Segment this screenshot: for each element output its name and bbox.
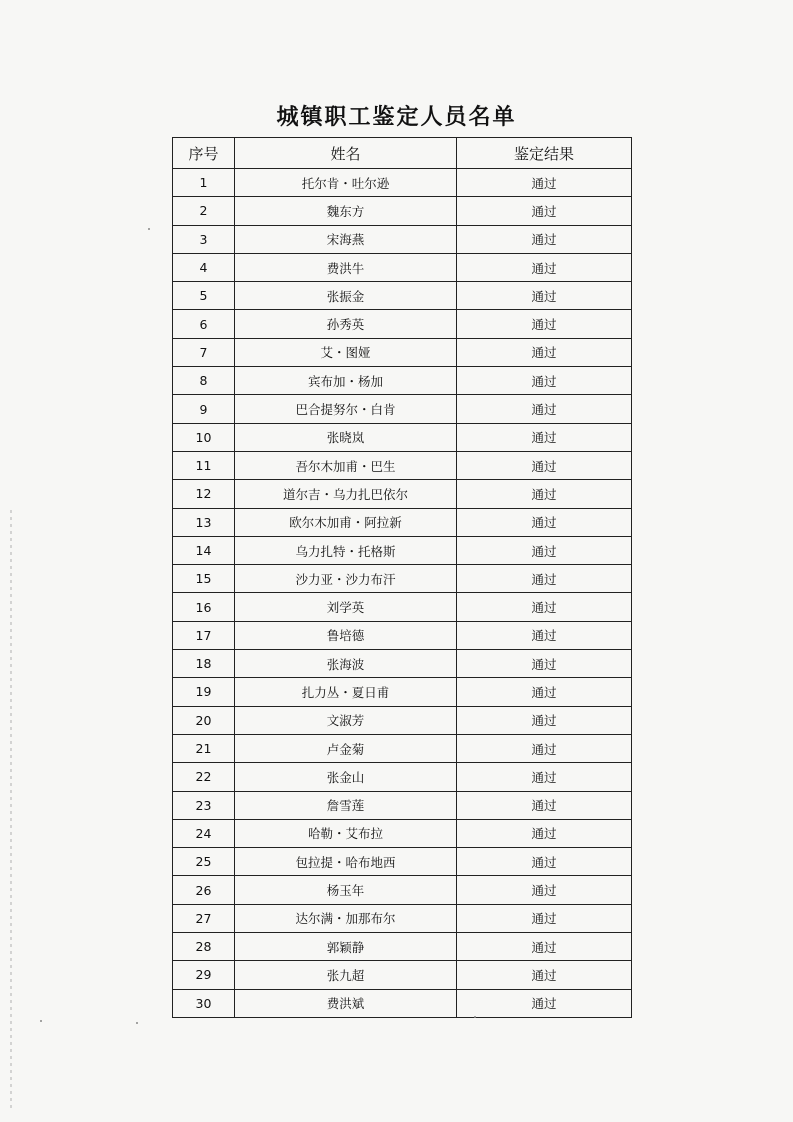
table-row — [173, 451, 632, 479]
person-name: 费洪牛 — [235, 253, 457, 281]
table-header-row — [173, 138, 632, 169]
table-row — [173, 338, 632, 366]
assessment-result: 通过 — [457, 565, 632, 593]
person-name: 巴合提努尔・白肯 — [235, 395, 457, 423]
header-number: 序号 — [173, 138, 235, 169]
assessment-result: 通过 — [457, 763, 632, 791]
person-name: 张振金 — [235, 282, 457, 310]
row-number: 5 — [173, 282, 235, 310]
person-name: 张九超 — [235, 961, 457, 989]
assessment-result: 通过 — [457, 197, 632, 225]
row-number: 25 — [173, 848, 235, 876]
table-row — [173, 508, 632, 536]
assessment-result: 通过 — [457, 395, 632, 423]
table-row — [173, 423, 632, 451]
person-name: 吾尔木加甫・巴生 — [235, 451, 457, 479]
row-number: 29 — [173, 961, 235, 989]
person-name: 哈勒・艾布拉 — [235, 819, 457, 847]
assessment-result: 通过 — [457, 734, 632, 762]
assessment-result: 通过 — [457, 706, 632, 734]
person-name: 张晓岚 — [235, 423, 457, 451]
row-number: 30 — [173, 989, 235, 1017]
person-name: 卢金菊 — [235, 734, 457, 762]
row-number: 8 — [173, 367, 235, 395]
assessment-result: 通过 — [457, 819, 632, 847]
table-row — [173, 650, 632, 678]
row-number: 12 — [173, 480, 235, 508]
scan-speck — [40, 1020, 42, 1022]
row-number: 24 — [173, 819, 235, 847]
row-number: 10 — [173, 423, 235, 451]
assessment-result: 通过 — [457, 933, 632, 961]
person-name: 艾・图娅 — [235, 338, 457, 366]
assessment-result: 通过 — [457, 480, 632, 508]
row-number: 1 — [173, 169, 235, 197]
table-row — [173, 961, 632, 989]
person-name: 道尔吉・乌力扎巴依尔 — [235, 480, 457, 508]
table-row — [173, 734, 632, 762]
page-title: 城镇职工鉴定人员名单 — [276, 104, 517, 130]
assessment-result: 通过 — [457, 848, 632, 876]
assessment-result: 通过 — [457, 650, 632, 678]
row-number: 19 — [173, 678, 235, 706]
person-name: 托尔肯・吐尔逊 — [235, 169, 457, 197]
person-name: 魏东方 — [235, 197, 457, 225]
row-number: 2 — [173, 197, 235, 225]
row-number: 27 — [173, 904, 235, 932]
person-name: 达尔满・加那布尔 — [235, 904, 457, 932]
assessment-result: 通过 — [457, 338, 632, 366]
assessment-result: 通过 — [457, 451, 632, 479]
table-row — [173, 593, 632, 621]
assessment-result: 通过 — [457, 876, 632, 904]
table-row — [173, 933, 632, 961]
assessment-result: 通过 — [457, 282, 632, 310]
row-number: 15 — [173, 565, 235, 593]
header-result: 鉴定结果 — [457, 138, 632, 169]
assessment-result: 通过 — [457, 423, 632, 451]
header-name: 姓名 — [235, 138, 457, 169]
assessment-result: 通过 — [457, 593, 632, 621]
table-row — [173, 678, 632, 706]
row-number: 28 — [173, 933, 235, 961]
scan-speck — [474, 1016, 476, 1018]
assessment-result: 通过 — [457, 621, 632, 649]
person-name: 乌力扎特・托格斯 — [235, 536, 457, 564]
row-number: 26 — [173, 876, 235, 904]
person-name: 孙秀英 — [235, 310, 457, 338]
person-name: 沙力亚・沙力布汗 — [235, 565, 457, 593]
assessment-result: 通过 — [457, 508, 632, 536]
row-number: 11 — [173, 451, 235, 479]
person-name: 包拉提・哈布地西 — [235, 848, 457, 876]
table-row — [173, 876, 632, 904]
assessment-result: 通过 — [457, 536, 632, 564]
row-number: 17 — [173, 621, 235, 649]
person-name: 刘学英 — [235, 593, 457, 621]
table-row — [173, 848, 632, 876]
table-row — [173, 480, 632, 508]
row-number: 20 — [173, 706, 235, 734]
assessment-result: 通过 — [457, 791, 632, 819]
table-row — [173, 989, 632, 1017]
assessment-result: 通过 — [457, 904, 632, 932]
person-name: 费洪斌 — [235, 989, 457, 1017]
person-name: 宋海燕 — [235, 225, 457, 253]
row-number: 4 — [173, 253, 235, 281]
scan-speck — [148, 228, 150, 230]
table-row — [173, 367, 632, 395]
row-number: 22 — [173, 763, 235, 791]
table-row — [173, 395, 632, 423]
person-name: 宾布加・杨加 — [235, 367, 457, 395]
row-number: 3 — [173, 225, 235, 253]
assessment-result: 通过 — [457, 367, 632, 395]
person-name: 郭颖静 — [235, 933, 457, 961]
table-row — [173, 253, 632, 281]
table-row — [173, 565, 632, 593]
row-number: 13 — [173, 508, 235, 536]
row-number: 16 — [173, 593, 235, 621]
table-body — [173, 169, 632, 1018]
scan-edge-artifact — [10, 510, 12, 1110]
row-number: 23 — [173, 791, 235, 819]
person-name: 扎力丛・夏日甫 — [235, 678, 457, 706]
personnel-table — [172, 137, 632, 1018]
assessment-result: 通过 — [457, 678, 632, 706]
row-number: 7 — [173, 338, 235, 366]
assessment-result: 通过 — [457, 310, 632, 338]
assessment-result: 通过 — [457, 253, 632, 281]
table-row — [173, 706, 632, 734]
row-number: 18 — [173, 650, 235, 678]
row-number: 9 — [173, 395, 235, 423]
table-row — [173, 197, 632, 225]
person-name: 杨玉年 — [235, 876, 457, 904]
person-name: 张金山 — [235, 763, 457, 791]
row-number: 21 — [173, 734, 235, 762]
table-row — [173, 225, 632, 253]
table-row — [173, 536, 632, 564]
table-row — [173, 282, 632, 310]
table-row — [173, 310, 632, 338]
table-row — [173, 791, 632, 819]
row-number: 14 — [173, 536, 235, 564]
table-row — [173, 819, 632, 847]
assessment-result: 通过 — [457, 989, 632, 1017]
assessment-result: 通过 — [457, 169, 632, 197]
assessment-result: 通过 — [457, 225, 632, 253]
table-row — [173, 169, 632, 197]
table-row — [173, 763, 632, 791]
assessment-result: 通过 — [457, 961, 632, 989]
person-name: 詹雪莲 — [235, 791, 457, 819]
table-row — [173, 904, 632, 932]
person-name: 文淑芳 — [235, 706, 457, 734]
table-row — [173, 621, 632, 649]
scan-speck — [136, 1022, 138, 1024]
person-name: 欧尔木加甫・阿拉新 — [235, 508, 457, 536]
row-number: 6 — [173, 310, 235, 338]
person-name: 张海波 — [235, 650, 457, 678]
person-name: 鲁培德 — [235, 621, 457, 649]
